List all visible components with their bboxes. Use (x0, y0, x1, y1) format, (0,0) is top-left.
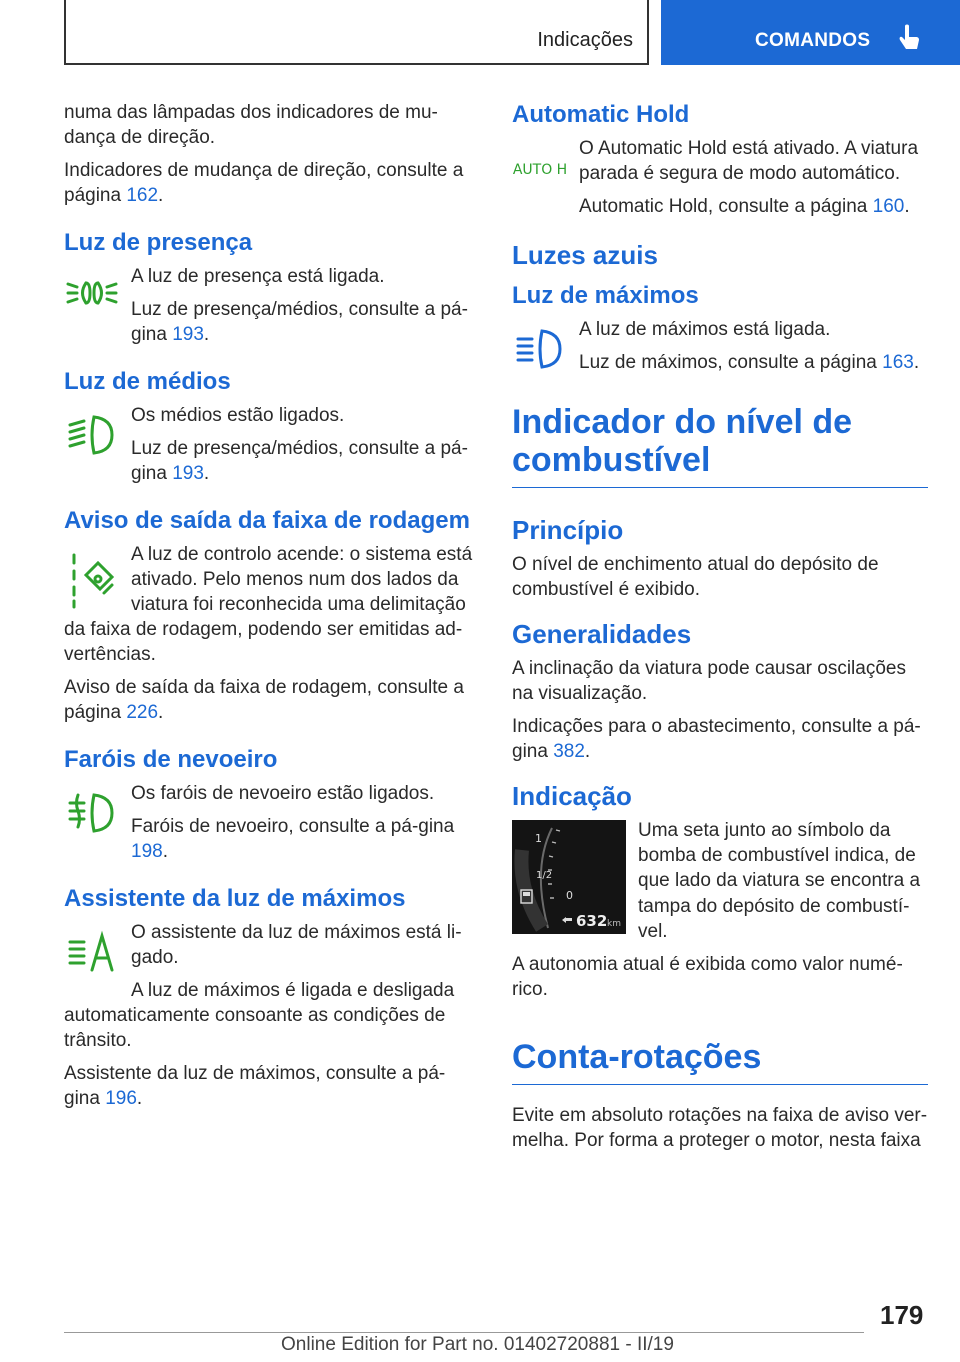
gauge-tick-1: 1 (535, 832, 542, 845)
high-beam-icon (512, 325, 568, 375)
header-chapter-label: COMANDOS (755, 30, 871, 51)
header-section-box (64, 0, 649, 65)
indicator-luz-maximos: A luz de máximos está ligada. Luz de máximos, consulte a página 163. (512, 317, 928, 375)
parking-light-icon (64, 272, 120, 322)
heading-aviso-faixa: Aviso de saída da faixa de rodagem (64, 507, 470, 534)
gauge-tick-0: 0 (566, 889, 573, 902)
fuel-gauge-image (512, 820, 626, 934)
chapter-indicador-combustivel: Indicador do nível de combustível (512, 403, 928, 488)
header-chapter-tab[interactable] (661, 0, 960, 65)
lane-departure-icon (64, 548, 120, 610)
intro-ref: Indicadores de mudança de direção, consulte a página 162. (64, 160, 464, 206)
fuel-display-block: 1 1/2 0 632 km Uma seta junto ao símbolo da bomba de combustível indica, de que lado da viatura se encontra a tampa do depósito de combustí-vel. (512, 818, 928, 944)
heading-luz-medios: Luz de médios (64, 368, 231, 395)
page-link-193b[interactable]: 193 (172, 463, 204, 484)
left-column (64, 100, 476, 1119)
chapter-conta-rotacoes: Conta-rotações (512, 1038, 928, 1085)
right-column: Automatic Hold AUTO H O Automatic Hold está ativado. A viatura parada é segura de modo automático. Automatic Hold, consulte a página 160. Luzes azuis Luz de máximos A luz de máximos está ligada. Luz de máximos, consulte a página 163. Indicador do nível de combustível Princípio O nível de enchimento atual do depósito de combustível é exibido. Generalidades A inclinação da viatura pode causar oscilações na visualização. Indicações para o abastecimento, consulte a pá-gina 382. Indicação 1 1/2 0 632 km Uma seta junto ao símbolo da bomba de combustível indica, de que lado da viatura se encontra a tampa do depósito de combustí-vel. A autonomia atual é exibida como valor numé-rico. Conta-rotações Evite em absoluto rotações na faixa de aviso ver-melha. Por forma a proteger o motor, nesta faixa (512, 101, 928, 1152)
gauge-tick-half: 1/2 (536, 870, 553, 881)
heading-generalidades: Generalidades (512, 619, 692, 649)
heading-luz-maximos: Luz de máximos (512, 282, 699, 309)
page-link-226[interactable]: 226 (126, 702, 159, 723)
heading-automatic-hold: Automatic Hold (512, 101, 690, 128)
page-link-163[interactable]: 163 (882, 352, 914, 373)
intro-text: numa das lâmpadas dos indicadores de mu-dança de direção. (64, 102, 438, 148)
indicator-automatic-hold: AUTO H O Automatic Hold está ativado. A viatura parada é segura de modo automático. Automatic Hold, consulte a página 160. (512, 138, 919, 217)
page-link-162[interactable]: 162 (126, 185, 159, 206)
footer-edition: Online Edition for Part no. 01402720881 - II/19 (281, 1334, 674, 1355)
indicator-luz-medios: Os médios estão ligados. Luz de presença/médios, consulte a pá-gina 193. (64, 403, 476, 486)
gauge-range-value: 632 (576, 912, 608, 930)
indicator-assistente-maximos: O assistente da luz de máximos está li-gado. A luz de máximos é ligada e desligada automaticamente consoante as condições de trânsito. Assistente da luz de máximos, consulte a pá-gina 196. (64, 922, 462, 1109)
heading-principio: Princípio (512, 515, 624, 545)
heading-luzes-azuis: Luzes azuis (512, 240, 658, 270)
heading-assistente-maximos: Assistente da luz de máximos (64, 885, 406, 912)
hand-pointer-icon (897, 24, 921, 54)
page-link-160[interactable]: 160 (872, 196, 905, 217)
low-beam-icon (64, 411, 120, 461)
header-section-title: Indicações (537, 29, 633, 51)
page-link-193[interactable]: 193 (172, 324, 204, 345)
auto-hold-icon-text: AUTO H (512, 162, 568, 178)
heading-indicacao: Indicação (512, 781, 632, 811)
high-beam-assistant-icon (64, 928, 120, 978)
indicator-farois-nevoeiro: Os faróis de nevoeiro estão ligados. Faróis de nevoeiro, consulte a pá-gina 198. (64, 781, 476, 864)
gauge-range-unit: km (607, 919, 621, 929)
footer-divider (64, 1332, 864, 1333)
fog-light-icon (64, 789, 120, 839)
heading-luz-presenca: Luz de presença (64, 229, 253, 256)
page-link-382[interactable]: 382 (553, 741, 585, 762)
page-number: 179 (880, 1300, 924, 1330)
indicator-luz-presenca: A luz de presença está ligada. Luz de presença/médios, consulte a pá-gina 193. (64, 264, 476, 347)
page-link-196[interactable]: 196 (105, 1088, 137, 1109)
indicator-aviso-faixa: A luz de controlo acende: o sistema está ativado. Pelo menos num dos lados da viatura foi reconhecida uma delimitação da faixa de rodagem, podendo ser emitidas ad-vertências. Aviso de saída da faixa de rodagem, consulte a página 226. (64, 544, 473, 723)
heading-farois-nevoeiro: Faróis de nevoeiro (64, 746, 278, 773)
page-link-198[interactable]: 198 (131, 841, 163, 862)
auto-hold-icon (512, 144, 568, 194)
